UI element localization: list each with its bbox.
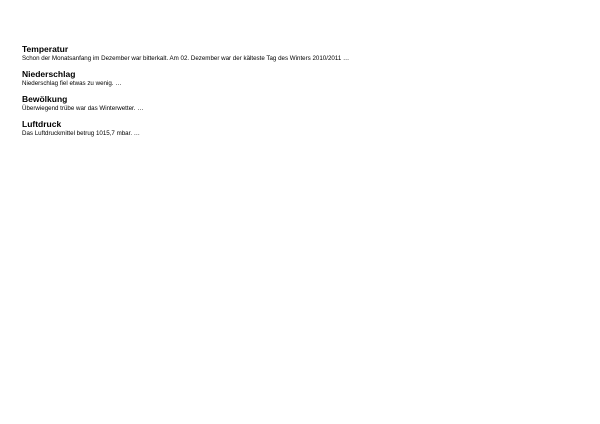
section-heading: Niederschlag xyxy=(22,69,76,80)
section-niederschlag xyxy=(22,69,586,88)
section-heading: Temperatur xyxy=(22,44,69,54)
section-heading: Bewölkung xyxy=(22,94,68,105)
section-luftdruck xyxy=(22,119,586,138)
section-bewoelkung xyxy=(22,94,586,113)
section-text: Das Luftdruckmittel betrug 1015,7 mbar. … xyxy=(22,130,140,138)
section-text: Niederschlag fiel etwas zu wenig. … xyxy=(22,80,122,88)
section-temperatur xyxy=(22,44,586,63)
section-text: Schon der Monatsanfang im Dezember war bitterkalt. Am 02. Dezember war der kälteste Tag des Winters 2010/2011 … xyxy=(22,55,350,62)
section-heading: Luftdruck xyxy=(22,119,62,130)
section-text: Überwiegend trübe war das Winterwetter. … xyxy=(22,105,144,113)
